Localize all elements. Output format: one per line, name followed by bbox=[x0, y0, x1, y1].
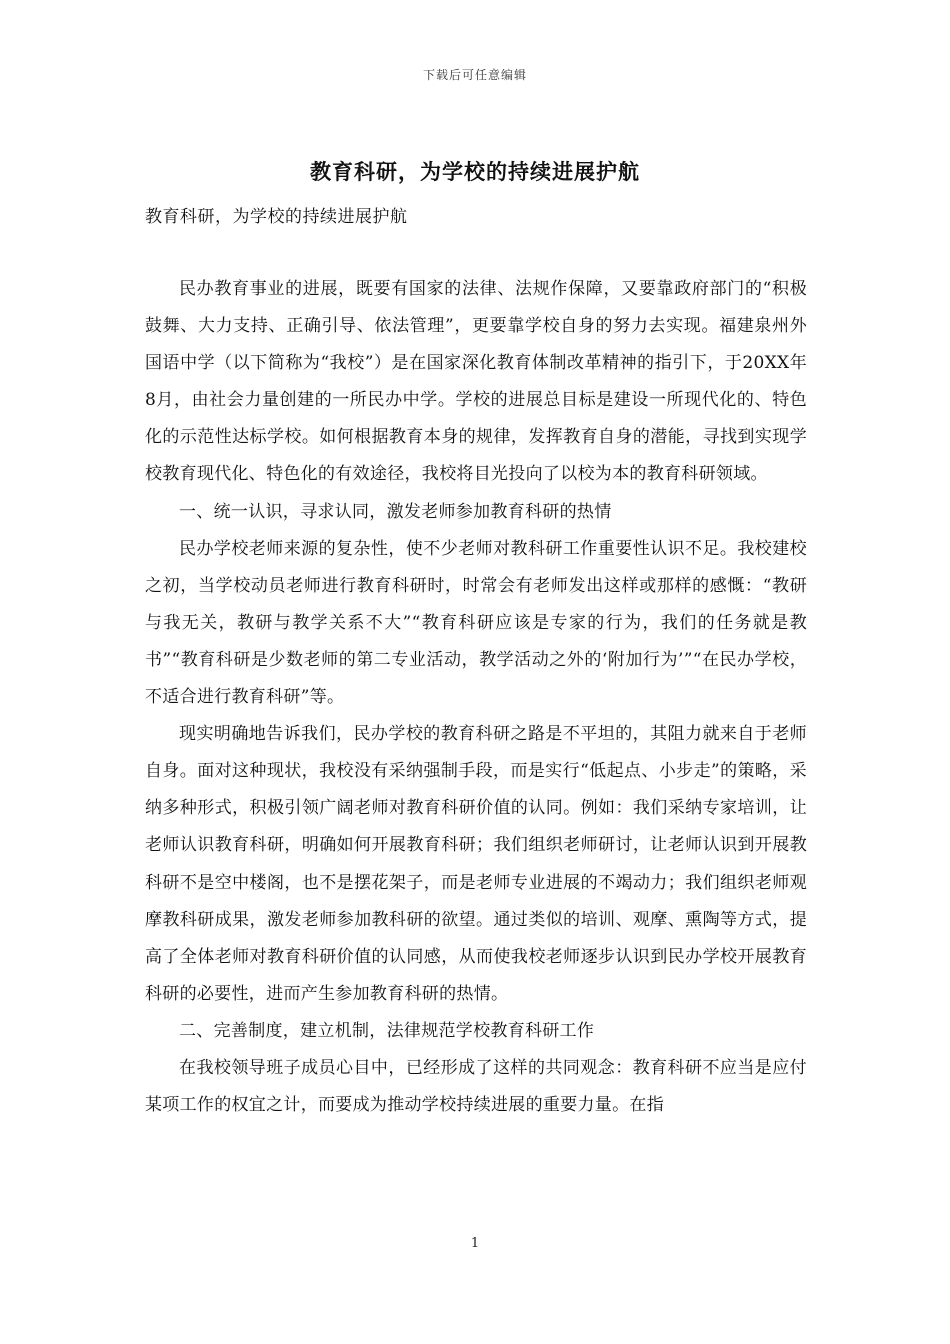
paragraph: 在我校领导班子成员心目中，已经形成了这样的共同观念：教育科研不应当是应付某项工作的权宜之计，而要成为推动学校持续进展的重要力量。在指 bbox=[145, 1057, 807, 1116]
paragraph: 现实明确地告诉我们，民办学校的教育科研之路是不平坦的，其阻力就来自于老师自身。面对这种现状，我校没有采纳强制手段，而是实行“低起点、小步走”的策略，采纳多种形式，积极引领广阔老师对教育科研价值的认同。例如：我们采纳专家培训，让老师认识教育科研，明确如何开展教育科研；我们组织老师研讨，让老师认识到开展教科研不是空中楼阁，也不是摆花架子，而是老师专业进展的不竭动力；我们组织老师观摩教科研成果，激发老师参加教科研的欲望。通过类似的培训、观摩、熏陶等方式，提高了全体老师对教育科研价值的认同感，从而使我校老师逐步认识到民办学校开展教育科研的必要性，进而产生参加教育科研的热情。 bbox=[145, 724, 807, 1004]
page-number: 1 bbox=[470, 1236, 480, 1251]
document-body bbox=[145, 271, 807, 1124]
paragraph-intro: 民办教育事业的进展，既要有国家的法律、法规作保障，又要靠政府部门的“积极鼓舞、大力支持、正确引导、依法管理”，更要靠学校自身的努力去实现。福建泉州外国语中学（以下简称为“我校”）是在国家深化教育体制改革精神的指引下，于20XX年8月，由社会力量创建的一所民办中学。学校的进展总目标是建设一所现代化的、特色化的示范性达标学校。如何根据教育本身的规律，发挥教育自身的潜能，寻找到实现学校教育现代化、特色化的有效途径，我校将目光投向了以校为本的教育科研领域。 bbox=[145, 279, 807, 485]
document-subtitle: 教育科研，为学校的持续进展护航 bbox=[145, 207, 408, 227]
document-title: 教育科研，为学校的持续进展护航 bbox=[310, 159, 640, 184]
paragraph: 民办学校老师来源的复杂性，使不少老师对教科研工作重要性认识不足。我校建校之初，当学校动员老师进行教育科研时，时常会有老师发出这样或那样的感慨：“教研与我无关，教研与教学关系不大”“教育科研应该是专家的行为，我们的任务就是教书”“教育科研是少数老师的第二专业活动，教学活动之外的‘附加行为’”“在民办学校，不适合进行教育科研”等。 bbox=[145, 538, 807, 708]
page-header-note: 下载后可任意编辑 bbox=[422, 68, 527, 82]
section-heading-1: 一、统一认识，寻求认同，激发老师参加教育科研的热情 bbox=[179, 501, 612, 522]
section-heading-2: 二、完善制度，建立机制，法律规范学校教育科研工作 bbox=[179, 1020, 595, 1041]
